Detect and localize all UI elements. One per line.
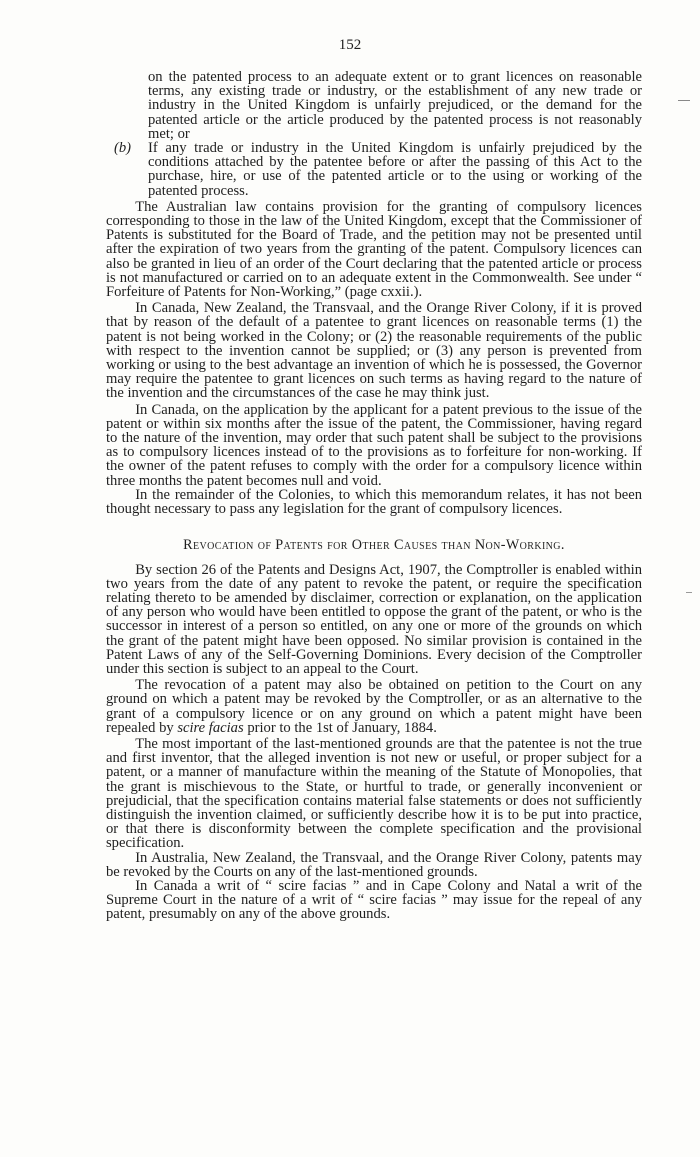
margin-mark	[678, 100, 690, 101]
clause-b	[106, 141, 642, 198]
clause-b-marker: (b)	[114, 140, 132, 157]
clause-b-text: If any trade or industry in the United Kingdom is unfairly prejudiced by the conditions attached by the patentee before or after the passing of this Act to the purchase, hire, or use of the patented article or to the using or working of the patented process.	[148, 140, 642, 199]
paragraph-revocation-petition	[106, 678, 642, 735]
section-heading: Revocation of Patents for Other Causes than Non-Working.	[183, 537, 565, 554]
paragraph-canada-nz-transvaal: In Canada, New Zealand, the Transvaal, and the Orange River Colony, if it is proved that by reason of the default of a patentee to grant licences on reasonable terms (1) the patent is not being worked in the Colony; or (2) the reasonable requirements of the public with respect to the invention cannot be supplied; or (3) any person is prevented from working or using to the best advantage an invention of which he is possessed, the Governor may require the patentee to grant licences on such terms as having regard to the nature of the invention and the circumstances of the case he may think just.	[106, 300, 642, 402]
scire-facias-italic: scire facias	[177, 719, 244, 736]
page-number: 152	[338, 37, 362, 53]
margin-mark	[686, 592, 692, 593]
clause-a-continuation: on the patented process to an adequate extent or to grant licences on reasonable terms, any existing trade or industry, or the establishment of any new trade or industry in the United Kingdom is unfairly prejudiced, or the demand for the patented article or the article produced by the patented process is not reasonably met; or	[148, 69, 642, 142]
paragraph-australian-law: The Australian law contains provision for the granting of compulsory licences corresponding to those in the law of the United Kingdom, except that the Commissioner of Patents is substituted for the Board of Trade, and the petition may not be presented until after the expiration of two years from the granting of the patent. Compulsory licences can also be granted in lieu of an order of the Court declaring that the patented article or process is not manufactured or carried on to an adequate extent in the Commonwealth. See under “ Forfeiture of Patents for Non-Working,” (page cxxii.).	[106, 198, 642, 301]
paragraph-section-26: By section 26 of the Patents and Designs Act, 1907, the Comptroller is enabled within two years from the date of any patent to revoke the patent, or require the specification relating thereto to be amended by disclaimer, correction or explanation, on the application of any person who would have been entitled to oppose the grant of the patent, or who is the successor in interest of a person so entitled, on any one or more of the grounds on which the grant of the patent might have been opposed. No similar provision is contained in the Patent Laws of any of the Self-Governing Dominions. Every decision of the Comptroller under this section is subject to an appeal to the Court.	[106, 561, 642, 677]
body-text	[106, 70, 642, 922]
paragraph-grounds: The most important of the last-mentioned grounds are that the patentee is not the true and first inventor, that the alleged invention is not new or useful, or proper subject for a patent, or a manner of manufacture within the meaning of the Statute of Monopolies, that the grant is mischievous to the State, or hurtful to trade, or generally inconvenient or prejudicial, that the specification contains material false statements or does not sufficiently distinguish the invention claimed, or sufficiently describe how it is to be put into practice, or that there is disconformity between the complete specification and the provisional specification.	[106, 735, 642, 852]
revocation-text-before: The revocation of a patent may also be obtained on petition to the Court on any ground on which a patent may be revoked by the Comptroller, or as an alternative to the grant of a compulsory licence or on any ground on which a patent might have been repealed by	[106, 677, 642, 736]
revocation-text-after: prior to the 1st of January, 1884.	[247, 719, 437, 736]
paragraph-canada-scire-facias: In Canada a writ of “ scire facias ” and in Cape Colony and Natal a writ of the Supreme Court in the nature of a writ of “ scire facias ” may issue for the repeal of any patent, presumably on any of the above grounds.	[106, 877, 642, 923]
paragraph-canada-application: In Canada, on the application by the applicant for a patent previous to the issue of the patent or within six months after the issue of the patent, the Commissioner, having regard to the nature of the invention, may order that such patent shall be subject to the provisions as to compulsory licences instead of to the provisions as to forfeiture for non-working. If the owner of the patent refuses to comply with the order for a compulsory licence within three months the patent becomes null and void.	[106, 401, 642, 489]
paragraph-australia-revoked: In Australia, New Zealand, the Transvaal, and the Orange River Colony, patents may be revoked by the Courts on any of the last-mentioned grounds.	[106, 849, 642, 880]
paragraph-remainder-colonies: In the remainder of the Colonies, to which this memorandum relates, it has not been thought necessary to pass any legislation for the grant of compulsory licences.	[106, 486, 642, 518]
